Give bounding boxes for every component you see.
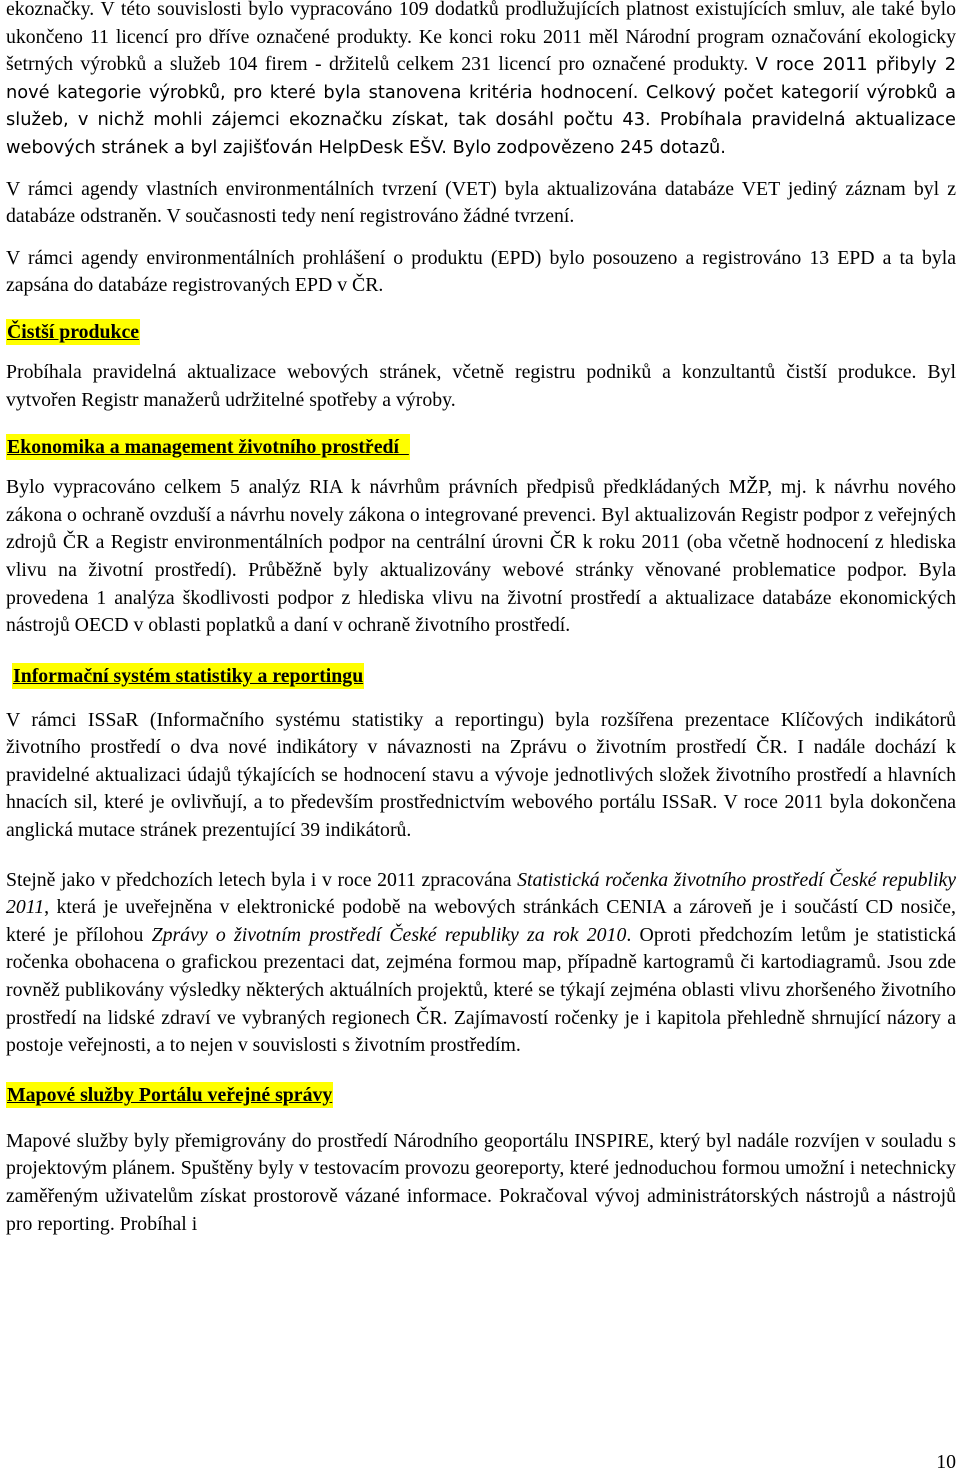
paragraph-rocenka-text-b: , která je uveřejněna v elektronické podobě na webových stránkách CENIA a zároveň je i součástí CD nosiče, které je přílohou: [6, 896, 956, 946]
publication-title-zprava: Zprávy o životním prostředí České republiky za rok 2010: [151, 923, 627, 946]
document-page: [6, 0, 956, 1238]
section-ekonomika: [6, 434, 956, 640]
section-heading-cistsi-produkce: Čistší produkce: [7, 320, 140, 343]
paragraph-ekonomika: Bylo vypracováno celkem 5 analýz RIA k návrhům právních předpisů předkládaných MŽP, mj. k návrhu nového zákona o ochraně ovzduší a návrhu novely zákona o integrované prevenci. Byl aktualizován Registr podpor z veřejných zdrojů ČR a Registr environmentálních podpor na centrální úrovni ČR k roku 2011 (oba včetně hodnocení z hlediska vlivu na životní prostředí). Průběžně byly aktualizovány webové stránky věnované problematice podpor. Byla provedena 1 analýza škodlivosti podpor z hlediska vlivu na životní prostředí a aktualizace databáze ekonomických nástrojů OECD v oblasti poplatků a daní v ochraně životního prostředí.: [6, 476, 956, 637]
publication-title-rocenka: Statistická ročenka životního prostředí České republiky 2011: [6, 868, 957, 919]
section-mapove-sluzby: [6, 1082, 956, 1238]
paragraph-issar: V rámci ISSaR (Informačního systému statistiky a reportingu) byla rozšířena prezentace Klíčových indikátorů životního prostředí o dva nové indikátory v návaznosti na Zprávu o životním prostředí ČR. I nadále dochází k pravidelné aktualizaci údajů týkajících se hodnocení stavu a vývoje jednotlivých složek životního prostředí a hlavních hnacích sil, které je ovlivňují, a to především prostřednictvím webového portálu ISSaR. V roce 2011 byla dokončena anglická mutace stránek prezentující 39 indikátorů.: [6, 708, 956, 842]
section-issar: [6, 663, 956, 1060]
section-cistsi-produkce: [6, 319, 956, 414]
paragraph-rocenka-text-c: . Oproti předchozím letům je statistická ročenka obohacena o grafickou prezentaci dat, zejména formou map, případně kartogramů či kartodiagramů. Jsou zde rovněž publikovány výsledky některých aktuálních projektů, které se týkají zejména oblasti vlivu zhoršeného životního prostředí na lidské zdraví ve vybraných regionech ČR. Zajímavostí ročenky je i kapitola přehledně shrnující názory a postoje veřejnosti, a to nejen v souvislosti s životním prostředím.: [6, 923, 956, 1057]
section-heading-ekonomika-text: Ekonomika a management životního prostředí: [7, 436, 399, 459]
paragraph-rocenka: [6, 867, 956, 1060]
section-heading-mapove-sluzby: Mapové služby Portálu veřejné správy: [7, 1083, 333, 1106]
paragraph-epd: V rámci agendy environmentálních prohlášení o produktu (EPD) bylo posouzeno a registrováno 13 EPD a ta byla zapsána do databáze registrovaných EPD v ČR.: [6, 246, 956, 297]
page-number: 10: [936, 1451, 956, 1473]
paragraph-ekoznacka-text: ekoznačky. V této souvislosti bylo vypracováno 109 dodatků prodlužujících platnost existujících smluv, ale také bylo ukončeno 11 licencí pro dříve označené produkty. Ke konci roku 2011 měl Národní program označování ekologicky šetrných výrobků a služeb 104 firem - držitelů celkem 231 licencí pro označené produkty.: [6, 0, 956, 76]
paragraph-mapove-sluzby: Mapové služby byly přemigrovány do prostředí Národního geoportálu INSPIRE, který byl nadále rozvíjen v souladu s projektovým plánem. Spuštěny byly v testovacím provozu georeporty, které jednoduchou formou umožní i netechnicky zaměřeným uživatelům získat prostorově vázané informace. Pokračoval vývoj administrátorských nástrojů a nástrojů pro reporting. Probíhal i: [6, 1129, 956, 1235]
paragraph-vet: V rámci agendy vlastních environmentálních tvrzení (VET) byla aktualizována databáze VET jediný záznam byl z databáze odstraněn. V současnosti tedy není registrováno žádné tvrzení.: [6, 177, 956, 228]
section-heading-issar: Informační systém statistiky a reportingu: [13, 664, 364, 687]
paragraph-ekoznacka-sans-text: V roce 2011 přibyly 2 nové kategorie výrobků, pro které byla stanovena kritéria hodnocení. Celkový počet kategorií výrobků a služeb, v nichž mohli zájemci ekoznačku získat, tak dosáhl počtu 43. Probíhala pravidelná aktualizace webových stránek a byl zajišťován HelpDesk EŠV. Bylo zodpovězeno 245 dotazů.: [6, 54, 957, 158]
paragraph-cistsi-produkce: Probíhala pravidelná aktualizace webových stránek, včetně registru podniků a konzultantů čistší produkce. Byl vytvořen Registr manažerů udržitelné spotřeby a výroby.: [6, 360, 956, 411]
paragraph-ekoznacka: [6, 0, 956, 162]
section-heading-ekonomika: [6, 434, 410, 460]
paragraph-rocenka-text-a: Stejně jako v předchozích letech byla i v roce 2011 zpracována: [6, 868, 518, 891]
